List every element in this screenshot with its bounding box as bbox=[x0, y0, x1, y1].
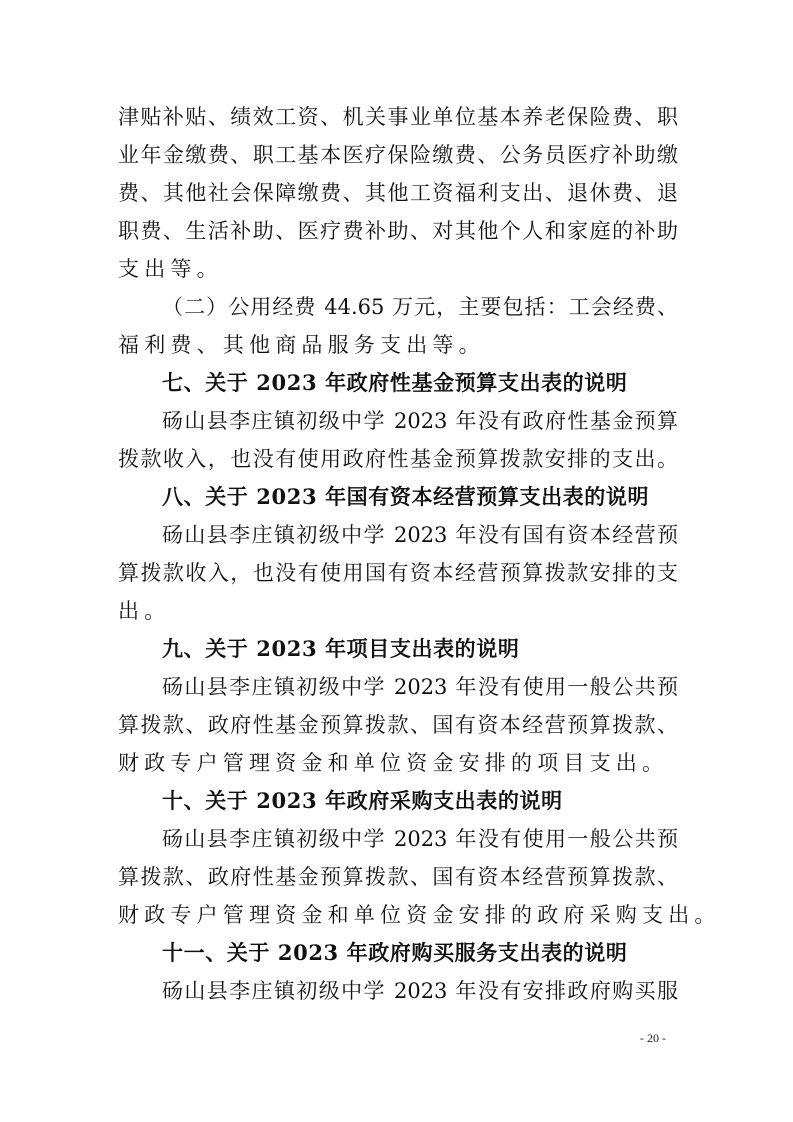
section-heading: 十、关于 2023 年政府采购支出表的说明 bbox=[162, 788, 563, 813]
body-line: 砀山县李庄镇初级中学 2023 年没有政府性基金预算 bbox=[162, 409, 678, 433]
body-line: 支出等。 bbox=[118, 257, 223, 281]
body-line: 福利费、其他商品服务支出等。 bbox=[118, 333, 485, 357]
body-line: 津贴补贴、绩效工资、机关事业单位基本养老保险费、职 bbox=[118, 105, 678, 129]
section-heading: 九、关于 2023 年项目支出表的说明 bbox=[162, 636, 520, 661]
body-line: 算拨款、政府性基金预算拨款、国有资本经营预算拨款、 bbox=[118, 865, 678, 889]
body-line: 费、其他社会保障缴费、其他工资福利支出、退休费、退 bbox=[118, 181, 678, 205]
body-line: 业年金缴费、职工基本医疗保险缴费、公务员医疗补助缴 bbox=[118, 143, 678, 167]
body-line: 拨款收入，也没有使用政府性基金预算拨款安排的支出。 bbox=[118, 447, 678, 471]
section-heading: 八、关于 2023 年国有资本经营预算支出表的说明 bbox=[162, 484, 650, 509]
body-line: 砀山县李庄镇初级中学 2023 年没有国有资本经营预 bbox=[162, 523, 678, 547]
body-line: 出。 bbox=[118, 599, 171, 623]
body-line: 财政专户管理资金和单位资金安排的政府采购支出。 bbox=[118, 903, 721, 927]
body-line: （二）公用经费 44.65 万元，主要包括：工会经费、 bbox=[162, 295, 678, 319]
body-line: 砀山县李庄镇初级中学 2023 年没有使用一般公共预 bbox=[162, 827, 678, 851]
body-line: 职费、生活补助、医疗费补助、对其他个人和家庭的补助 bbox=[118, 219, 678, 243]
body-line: 砀山县李庄镇初级中学 2023 年没有安排政府购买服 bbox=[162, 979, 678, 1003]
body-line: 算拨款、政府性基金预算拨款、国有资本经营预算拨款、 bbox=[118, 713, 678, 737]
body-line: 算拨款收入，也没有使用国有资本经营预算拨款安排的支 bbox=[118, 561, 678, 585]
body-line: 财政专户管理资金和单位资金安排的项目支出。 bbox=[118, 751, 669, 775]
section-heading: 七、关于 2023 年政府性基金预算支出表的说明 bbox=[162, 370, 628, 395]
section-heading: 十一、关于 2023 年政府购买服务支出表的说明 bbox=[162, 940, 628, 965]
body-line: 砀山县李庄镇初级中学 2023 年没有使用一般公共预 bbox=[162, 675, 678, 699]
page-number: - 20 - bbox=[640, 1031, 666, 1045]
